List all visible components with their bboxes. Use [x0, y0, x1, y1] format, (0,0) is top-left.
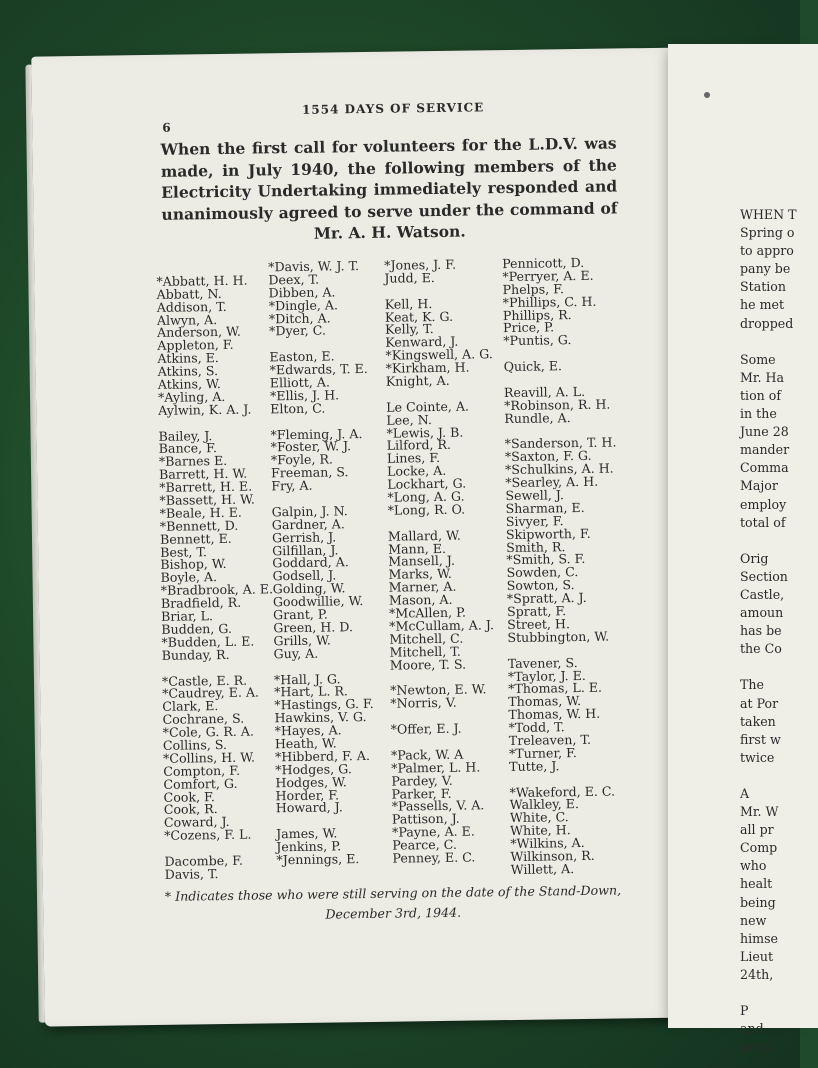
volunteer-name: Tutte, J.: [509, 758, 560, 774]
volunteer-name: Anderson, W.: [157, 324, 241, 341]
volunteer-name: Sewell, J.: [505, 487, 564, 504]
volunteer-name: *Cozens, F. L.: [164, 826, 252, 844]
volunteer-name: Sowden, C.: [506, 564, 579, 581]
right-page-line: who: [740, 858, 767, 874]
volunteer-name: Smith, R.: [506, 538, 566, 555]
volunteer-name: Briar, L.: [160, 608, 214, 624]
volunteer-name: Gerrish, J.: [271, 529, 337, 546]
right-page-line: Orig: [740, 550, 769, 566]
volunteer-name: Penney, E. C.: [392, 849, 476, 866]
volunteer-name: Bradfield, R.: [160, 594, 242, 612]
name-column-1: [156, 261, 277, 881]
right-page-line: 24th,: [740, 966, 774, 982]
right-page-line: amoun: [740, 605, 784, 621]
volunteer-name: Stubbington, W.: [507, 628, 610, 645]
left-page: [31, 47, 700, 1026]
volunteer-name: Moore, T. S.: [389, 656, 467, 673]
right-page-line: himse: [740, 930, 778, 946]
volunteer-name: Spratt, F.: [506, 603, 567, 620]
right-page-line: mander: [740, 442, 790, 458]
volunteer-name: *Phillips, C. H.: [502, 293, 597, 310]
volunteer-name: *Davis, W. J. T.: [268, 258, 360, 275]
volunteer-name: Mansell, J.: [388, 553, 456, 570]
volunteer-name: Bance, F.: [158, 440, 218, 457]
right-page-line: Station: [740, 279, 786, 295]
volunteer-name: *Wilkins, A.: [510, 835, 585, 852]
volunteer-name: *Sanderson, T. H.: [504, 434, 617, 452]
right-page-line: in the: [740, 406, 777, 422]
volunteer-name: *Collins, H. W.: [162, 749, 256, 766]
volunteer-name: Judd, E.: [384, 269, 435, 286]
footnote-line-1: * Indicates those who were still serving on the date of the Stand-Down,: [164, 882, 622, 904]
right-page-line: Mr. Ha: [740, 369, 785, 385]
volunteer-name: Keat, K. G.: [384, 308, 454, 325]
right-page-line: all pr: [740, 822, 774, 838]
volunteer-name: Skipworth, F.: [505, 525, 591, 542]
right-page-line: Some: [740, 351, 776, 367]
name-column-4: [502, 254, 622, 877]
volunteer-name: Kelly, T.: [385, 321, 434, 338]
volunteer-name: Pardey, V.: [391, 772, 453, 789]
volunteer-name: Bennett, E.: [159, 530, 232, 547]
volunteer-name: Locke, A.: [386, 463, 447, 479]
volunteer-name: *Newton, E. W.: [390, 681, 487, 699]
right-page-line: has be: [740, 623, 782, 639]
volunteer-name: *Passells, V. A.: [391, 797, 485, 815]
name-column-3: [384, 258, 500, 865]
volunteer-name: *Bennett, D.: [159, 517, 239, 534]
volunteer-name: Reavill, A. L.: [503, 383, 586, 400]
volunteer-name: Alwyn, A.: [156, 311, 218, 328]
volunteer-name: *Castle, E. R.: [161, 672, 248, 689]
volunteer-name: Easton, E.: [269, 348, 335, 365]
volunteer-name: Price, P.: [502, 319, 555, 336]
right-page-line: at Por: [740, 695, 779, 711]
volunteer-name: *Thomas, L. E.: [508, 680, 603, 697]
right-page-line: he met: [740, 297, 785, 313]
volunteer-name: *Long, R. O.: [387, 501, 466, 518]
volunteer-name: Pattison, J.: [391, 811, 460, 827]
volunteer-name: Cook, R.: [163, 801, 218, 818]
volunteer-name: Godsell, J.: [272, 567, 337, 584]
volunteer-name: Kell, H.: [384, 295, 433, 312]
volunteer-name: Barrett, H. W.: [159, 465, 248, 483]
volunteer-name: Dibben, A.: [268, 284, 336, 301]
right-page-line: taken: [740, 713, 776, 729]
volunteer-name: Grills, W.: [273, 632, 331, 649]
volunteer-name: Howard, J.: [275, 799, 343, 816]
right-page-line: The: [740, 677, 764, 693]
right-page-line: Comp: [740, 840, 778, 856]
volunteer-name: *Taylor, J. E.: [507, 667, 586, 684]
volunteer-name: James, W.: [276, 825, 338, 842]
volunteer-name: *Norris, V.: [390, 695, 457, 711]
volunteer-name: Phillips, R.: [502, 306, 572, 323]
volunteer-name: Quick, E.: [503, 358, 563, 375]
volunteer-name: *Schulkins, A. H.: [504, 460, 614, 478]
volunteer-name: Marner, A.: [388, 579, 457, 595]
page-mark: [704, 92, 710, 98]
volunteer-name: Lockhart, G.: [387, 475, 467, 492]
right-page-line: to appro: [740, 243, 794, 259]
volunteer-name: Tavener, S.: [507, 654, 578, 671]
volunteer-name: *Cole, G. R. A.: [162, 723, 255, 740]
volunteer-name: *Barrett, H. E.: [159, 478, 253, 496]
right-page-line: new: [740, 912, 767, 928]
volunteer-name: White, C.: [509, 809, 569, 826]
volunteer-name: Thomas, W. H.: [508, 705, 601, 723]
page-number: 6: [162, 120, 171, 135]
volunteer-name: *Spratt, A. J.: [506, 590, 587, 607]
volunteer-name-list: [156, 254, 644, 882]
volunteer-name: *Beale, H. E.: [159, 504, 242, 521]
volunteer-name: Davis, T.: [164, 865, 219, 882]
volunteer-name: *Payne, A. E.: [392, 823, 475, 840]
volunteer-name: Golding, W.: [272, 580, 346, 597]
volunteer-name: Elton, C.: [270, 400, 326, 417]
right-page-line: Lieut: [740, 948, 774, 964]
volunteer-name: *Lewis, J. B.: [386, 424, 464, 441]
right-page-line: first w: [740, 731, 781, 747]
right-page-line: Mr. W: [740, 804, 779, 820]
volunteer-name: Bunday, R.: [161, 646, 230, 663]
right-page-line: tion of: [740, 387, 782, 403]
volunteer-name: Goodwillie, W.: [272, 593, 364, 610]
volunteer-name: Compton, F.: [163, 762, 241, 779]
volunteer-name: Galpin, J. N.: [271, 503, 348, 520]
right-page-line: the Co: [740, 641, 782, 657]
volunteer-name: *Pack, W. A: [390, 746, 464, 763]
volunteer-name: Deex, T.: [268, 271, 320, 288]
volunteer-name: *Hibberd, F. A.: [274, 747, 371, 765]
volunteer-name: Elliott, A.: [269, 374, 331, 391]
volunteer-name: *Bradbrook, A. E.: [160, 581, 274, 599]
volunteer-name: Mallard, W.: [387, 527, 461, 544]
volunteer-name: Pennicott, D.: [502, 254, 585, 272]
volunteer-name: *Smith, S. F.: [506, 551, 586, 568]
right-page-line: pany be: [740, 261, 791, 277]
volunteer-name: Atkins, E.: [157, 350, 219, 367]
running-header: 1554 DAYS OF SERVICE: [301, 100, 485, 117]
volunteer-name: *Kirkham, H.: [385, 359, 470, 376]
right-page-line: twice: [740, 749, 775, 765]
volunteer-name: Freeman, S.: [270, 464, 349, 481]
footnote-line-2: December 3rd, 1944.: [325, 904, 462, 922]
volunteer-name: Mason, A.: [388, 591, 453, 608]
volunteer-name: Cochrane, S.: [162, 710, 245, 728]
volunteer-name: *Edwards, T. E.: [269, 361, 368, 378]
right-page-line: [740, 767, 797, 785]
right-page-line: Castle,: [740, 586, 785, 602]
volunteer-name: *Robinson, R. H.: [504, 396, 611, 413]
volunteer-name: *Abbatt, H. H.: [156, 272, 248, 289]
volunteer-name: *Dyer, C.: [269, 322, 327, 339]
volunteer-name: Marks, W.: [388, 566, 452, 583]
right-page-line: Section: [740, 568, 788, 584]
volunteer-name: Heath, W.: [274, 735, 337, 752]
volunteer-name: *Fleming, J. A.: [270, 425, 363, 442]
volunteer-name: *Barnes E.: [158, 453, 228, 470]
right-page: [668, 44, 818, 1055]
volunteer-name: Wilkinson, R.: [510, 847, 595, 864]
volunteer-name: Aylwin, K. A. J.: [158, 401, 252, 418]
volunteer-name: Street, H.: [507, 616, 571, 632]
volunteer-name: Grant, P.: [272, 606, 328, 623]
volunteer-name: Mitchell, C.: [389, 630, 464, 647]
volunteer-name: Comfort, G.: [163, 775, 238, 792]
right-page-line: healt: [740, 876, 773, 892]
volunteer-name: Parker, F.: [391, 785, 452, 802]
right-page-line: A: [740, 786, 750, 801]
right-page-line: and: [740, 1021, 764, 1037]
right-page-text: [740, 206, 797, 1056]
right-page-line: Spring o: [740, 225, 795, 241]
right-page-line: dropped: [740, 315, 794, 331]
volunteer-name: *Caudrey, E. A.: [162, 684, 260, 702]
volunteer-name: *Dingle, A.: [268, 297, 339, 314]
volunteer-name: Green, H. D.: [273, 619, 354, 636]
name-column-2: [268, 260, 376, 867]
volunteer-name: Appleton, F.: [157, 337, 234, 354]
volunteer-name: *Foster, W. J.: [270, 438, 352, 455]
right-page-line: [740, 333, 797, 351]
volunteer-name: *Budden, L. E.: [161, 633, 255, 650]
volunteer-name: *Palmer, L. H.: [391, 759, 481, 776]
volunteer-name: Best, T.: [160, 543, 208, 560]
right-page-line: P: [740, 1003, 749, 1019]
volunteer-name: Cook, F.: [163, 788, 215, 805]
volunteer-name: Clark, E.: [162, 698, 219, 715]
volunteer-name: Atkins, S.: [157, 363, 219, 380]
right-page-line: [740, 658, 797, 676]
volunteer-name: Goddard, A.: [272, 554, 349, 571]
volunteer-name: Sowton, S.: [506, 577, 575, 594]
volunteer-name: Budden, G.: [161, 620, 233, 637]
right-page-line: total of: [740, 514, 786, 530]
volunteer-name: *Ditch, A.: [268, 310, 331, 326]
volunteer-name: Sharman, E.: [505, 499, 585, 516]
intro-paragraph: When the first call for volunteers for the L.D.V. was made, in July 1940, the following members of the Electricity Undertaking immediately responded and unanimously agreed to serve under the command of Mr. A. H. Watson.: [160, 133, 618, 243]
volunteer-name: Rundle, A.: [504, 409, 571, 426]
volunteer-name: *Saxton, F. G.: [504, 448, 592, 465]
volunteer-name: Fry, A.: [271, 477, 313, 494]
volunteer-name: Gardner, A.: [271, 516, 345, 533]
volunteer-name: *Turner, F.: [508, 744, 577, 761]
volunteer-name: *Jones, J. F.: [384, 256, 457, 273]
volunteer-name: Addison, T.: [156, 298, 227, 315]
volunteer-name: Horder, F.: [275, 786, 340, 803]
volunteer-name: Kenward, J.: [385, 334, 459, 351]
volunteer-name: *Todd, T.: [508, 719, 565, 736]
volunteer-name: Jenkins, P.: [276, 838, 342, 855]
volunteer-name: Walkley, E.: [509, 796, 580, 813]
volunteer-name: *Long, A. G.: [387, 488, 465, 505]
right-page-line: WHEN T: [740, 207, 797, 222]
volunteer-name: *Offer, E. J.: [390, 720, 462, 737]
volunteer-name: *Perryer, A. E.: [502, 267, 594, 284]
volunteer-name: *Hall, J. G.: [273, 670, 341, 687]
volunteer-name: Thomas, W.: [508, 693, 582, 710]
volunteer-name: Mann, E.: [388, 540, 447, 557]
right-page-line: [740, 984, 797, 1002]
volunteer-name: Knight, A.: [385, 372, 450, 389]
volunteer-name: *Foyle, R.: [270, 451, 334, 468]
volunteer-name: Hawkins, V. G.: [274, 709, 367, 726]
volunteer-name: Guy, A.: [273, 645, 319, 662]
volunteer-name: *Searley, A. H.: [505, 473, 599, 491]
volunteer-name: Hodges, W.: [275, 773, 347, 790]
right-page-line: prom: [740, 1039, 774, 1055]
volunteer-name: Coward, J.: [163, 814, 230, 831]
volunteer-name: Sivyer, F.: [505, 513, 564, 529]
volunteer-name: Willett, A.: [510, 860, 575, 877]
volunteer-name: *Jennings, E.: [276, 851, 360, 868]
volunteer-name: *Wakeford, E. C.: [509, 783, 616, 800]
right-page-line: employ: [740, 496, 787, 512]
volunteer-name: *Ayling, A.: [157, 388, 226, 405]
right-page-line: [740, 532, 797, 550]
volunteer-name: Treleaven, T.: [508, 731, 592, 748]
volunteer-name: *Bassett, H. W.: [159, 491, 255, 508]
volunteer-name: Mitchell, T.: [389, 643, 461, 660]
volunteer-name: *Ellis, J. H.: [269, 387, 340, 404]
volunteer-name: Atkins, W.: [157, 376, 221, 392]
volunteer-name: Bishop, W.: [160, 556, 227, 573]
volunteer-name: *Hayes, A.: [274, 722, 342, 739]
volunteer-name: *Hart, L. R.: [274, 683, 348, 700]
volunteer-name: Abbatt, N.: [156, 285, 222, 302]
right-page-line: June 28: [740, 424, 789, 440]
right-page-line: Comma: [740, 460, 789, 476]
volunteer-name: *McAllen, P.: [388, 604, 467, 621]
right-page-line: Major: [740, 478, 778, 494]
volunteer-name: Collins, S.: [162, 736, 228, 753]
volunteer-name: Lilford, R.: [386, 437, 452, 454]
volunteer-name: *Puntis, G.: [503, 332, 572, 349]
volunteer-name: *Hastings, G. F.: [274, 696, 374, 713]
volunteer-name: *Kingswell, A. G.: [385, 346, 493, 363]
footnote: [143, 880, 644, 927]
right-page-line: being: [740, 894, 776, 910]
volunteer-name: Le Cointe, A.: [386, 398, 470, 415]
volunteer-name: Bailey, J.: [158, 427, 213, 444]
volunteer-name: Phelps, F.: [502, 280, 565, 297]
volunteer-name: Lines, F.: [386, 450, 441, 467]
volunteer-name: Boyle, A.: [160, 569, 218, 586]
volunteer-name: *McCullam, A. J.: [389, 617, 495, 634]
volunteer-name: Pearce, C.: [392, 836, 457, 853]
volunteer-name: *Hodges, G.: [275, 760, 352, 778]
volunteer-name: Lee, N.: [386, 411, 432, 428]
volunteer-name: Gilfillan, J.: [272, 541, 339, 558]
volunteer-name: Dacombe, F.: [164, 852, 244, 869]
volunteer-name: White, H.: [510, 822, 571, 839]
